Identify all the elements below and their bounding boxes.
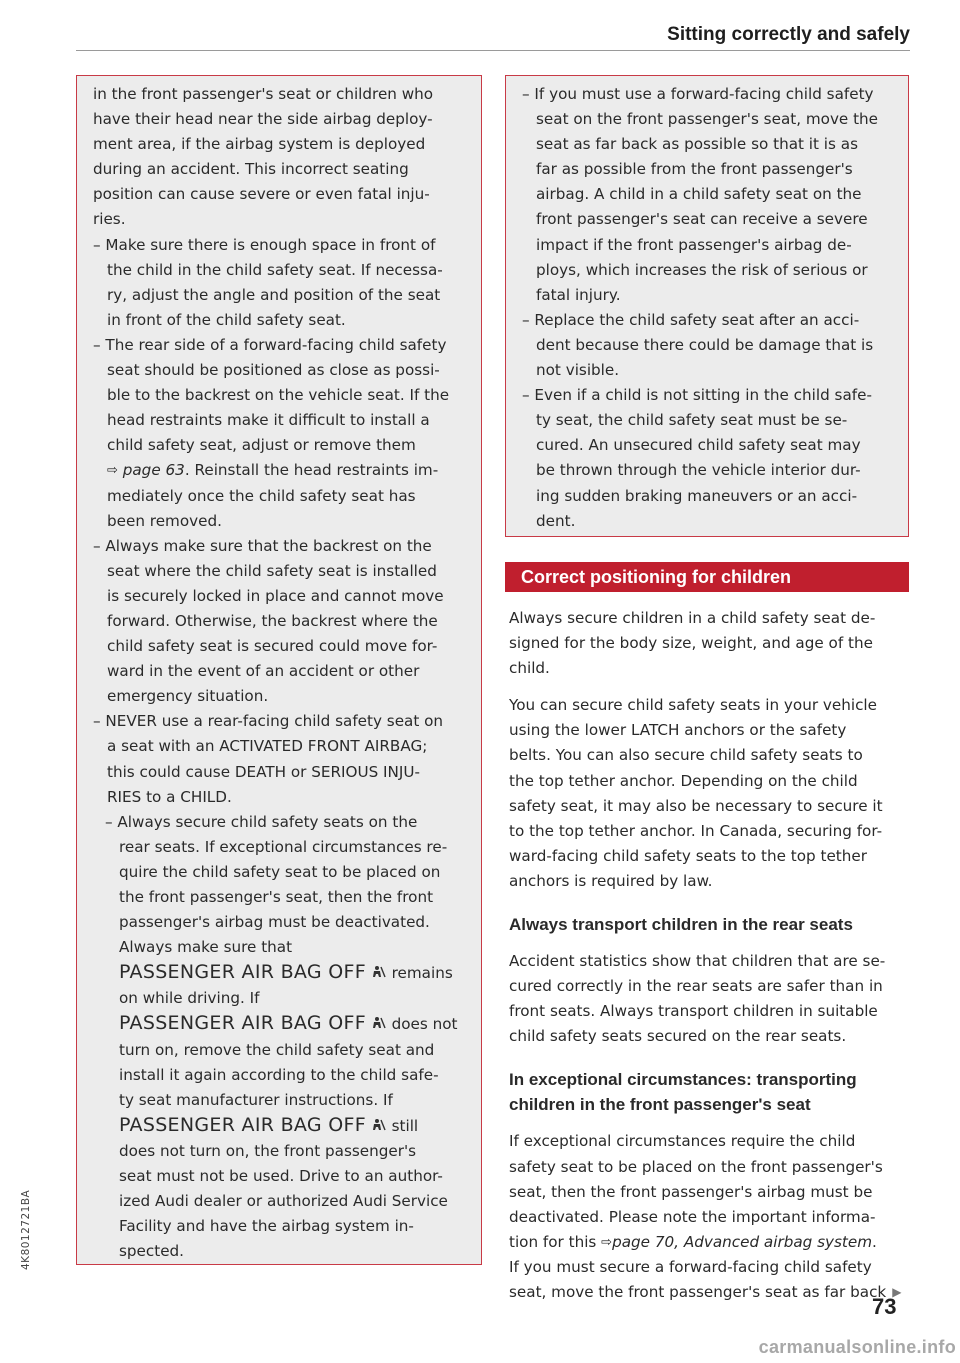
text-line: be thrown through the vehicle interior dur- (536, 461, 861, 480)
bullet-line: – NEVER use a rear-facing child safety seat on (93, 712, 444, 731)
text-line: the child in the child safety seat. If necessa- (107, 260, 443, 279)
text-line: anchors is required by law. (509, 871, 713, 890)
text-line: rear seats. If exceptional circumstances re- (119, 837, 448, 856)
page-header-title: Sitting correctly and safely (667, 24, 910, 45)
text-line: to the top tether anchor. In Canada, securing for- (509, 821, 883, 840)
text-line: child safety seats secured on the rear seats. (509, 1027, 847, 1046)
text-line: child safety seat, adjust or remove them (107, 436, 416, 455)
text-line: passenger's airbag must be deactivated. (119, 913, 430, 932)
airbag-off-icon (372, 1118, 386, 1132)
text-line: spected. (119, 1242, 185, 1261)
text-line: belts. You can also secure child safety seats to (509, 746, 863, 765)
indicator-text: PASSENGER AIR BAG OFF (119, 1113, 366, 1136)
text-line (509, 1230, 913, 1255)
text-line: ward in the event of an accident or other (107, 662, 420, 681)
text-line: Accident statistics show that children that are se- (509, 952, 886, 971)
text-line: child. (509, 659, 550, 678)
text-line: not visible. (536, 361, 620, 380)
text-line: seat on the front passenger's seat, move the (536, 110, 879, 129)
text-line: is securely locked in place and cannot move (107, 586, 444, 605)
paragraph-rear-seats (509, 949, 913, 1049)
text-line: impact if the front passenger's airbag de- (536, 235, 852, 254)
sub-bullet-line: – Always secure child safety seats on the (105, 812, 418, 831)
text-line (93, 1011, 467, 1037)
arrow-right-icon: ⇨ (601, 1234, 613, 1250)
text-line: ty seat manufacturer instructions. If (119, 1090, 393, 1109)
text-line: does not turn on, the front passenger's (119, 1141, 417, 1160)
text-line: RIES to a CHILD. (107, 787, 232, 806)
text-line: If you must secure a forward-facing child safety (509, 1257, 872, 1276)
text-line: seat where the child safety seat is installed (107, 561, 437, 580)
subheading-line: In exceptional circumstances: transporting (509, 1070, 857, 1090)
text-line: airbag. A child in a child safety seat on the (536, 185, 862, 204)
page-number: 73 (872, 1294, 897, 1319)
text-line: front passenger's seat can receive a severe (536, 210, 868, 229)
paragraph-front-seat (509, 1129, 913, 1305)
text-line: fatal injury. (536, 285, 621, 304)
xref-label: page 63 (122, 461, 185, 480)
text-line: child safety seat is secured could move for- (107, 637, 438, 656)
text-run: . Reinstall the head restraints im- (184, 461, 439, 480)
text-line: ized Audi dealer or authorized Audi Service (119, 1192, 448, 1211)
text-run: tion for this (509, 1232, 597, 1251)
continue-arrow-icon: ▶ (892, 1284, 902, 1299)
text-line: ment area, if the airbag system is deployed (93, 135, 426, 154)
airbag-off-icon (372, 965, 386, 979)
text-line: safety seat, it may also be necessary to secure it (509, 796, 883, 815)
text-line: ploys, which increases the risk of serious or (536, 260, 868, 279)
warning-box-left (76, 75, 482, 1265)
text-line: front seats. Always transport children in suitable (509, 1002, 878, 1021)
section-heading: Correct positioning for children (505, 562, 909, 592)
text-line: this could cause DEATH or SERIOUS INJU- (107, 762, 420, 781)
text-line: in the front passenger's seat or children who (93, 85, 434, 103)
text-line: dent because there could be damage that is (536, 335, 874, 354)
warning-box-right (505, 75, 909, 537)
text-line: seat should be positioned as close as possi- (107, 361, 440, 380)
text-line: position can cause severe or even fatal inju- (93, 185, 430, 204)
watermark: carmanualsonline.info (758, 1337, 956, 1357)
text-line: the front passenger's seat, then the front (119, 888, 434, 906)
document-code: 4K8012721BA (20, 1189, 32, 1270)
bullet-line: – Replace the child safety seat after an acci- (522, 310, 860, 329)
text-line: Always secure children in a child safety seat de- (509, 609, 876, 627)
text-line: head restraints make it difficult to install a (107, 411, 430, 430)
text-line: ty seat, the child safety seat must be se- (536, 411, 848, 430)
indicator-text: PASSENGER AIR BAG OFF (119, 961, 366, 984)
subheading-line: children in the front passenger's seat (509, 1095, 811, 1115)
text-line: quire the child safety seat to be placed on (119, 862, 441, 881)
text-line (93, 458, 467, 483)
text-line: ing sudden braking maneuvers or an acci- (536, 486, 858, 505)
text-line: far as possible from the front passenger's (536, 160, 853, 179)
text-line: on while driving. If (119, 989, 260, 1008)
text-line: Always make sure that (119, 938, 293, 957)
text-line: ries. (93, 210, 126, 229)
bullet-line: – Make sure there is enough space in front of (93, 235, 436, 254)
text-line: install it again according to the child safe- (119, 1065, 439, 1084)
subheading-rear-seats: Always transport children in the rear seats (509, 915, 853, 935)
text-line: ble to the backrest on the vehicle seat. If the (107, 386, 450, 405)
text-line: been removed. (107, 511, 222, 530)
text-line (509, 1280, 913, 1305)
text-line: have their head near the side airbag deploy- (93, 110, 433, 129)
paragraph-intro (509, 606, 913, 681)
text-line: during an accident. This incorrect seating (93, 160, 409, 179)
text-line: seat, then the front passenger's airbag must be (509, 1182, 873, 1201)
text-line: using the lower LATCH anchors or the safety (509, 721, 847, 740)
paragraph-latch (509, 693, 913, 894)
text-line (93, 960, 467, 986)
text-line: the top tether anchor. Depending on the child (509, 771, 858, 790)
bullet-line: – Even if a child is not sitting in the child safe- (522, 386, 872, 405)
text-line: seat as far back as possible so that it is as (536, 135, 858, 154)
page-70-link[interactable] (601, 1233, 872, 1251)
text-line: deactivated. Please note the important informa- (509, 1207, 876, 1226)
indicator-text: PASSENGER AIR BAG OFF (119, 1012, 366, 1035)
text-line: signed for the body size, weight, and age of the (509, 634, 873, 653)
text-line: cured correctly in the rear seats are safer than in (509, 977, 883, 996)
subheading-front-seat (509, 1067, 913, 1117)
text-run: . (872, 1232, 877, 1251)
xref-label: page 70, Advanced airbag system (612, 1232, 873, 1251)
text-line: You can secure child safety seats in your vehicle (509, 696, 877, 715)
text-line: forward. Otherwise, the backrest where the (107, 611, 438, 630)
text-run: does not (391, 1015, 458, 1034)
bullet-line: – The rear side of a forward-facing child safety (93, 335, 447, 354)
text-line: emergency situation. (107, 687, 269, 706)
text-line (93, 1113, 467, 1139)
text-line: dent. (536, 511, 576, 530)
text-line: turn on, remove the child safety seat and (119, 1040, 435, 1059)
bullet-line: – If you must use a forward-facing child safety (522, 85, 874, 103)
text-line: mediately once the child safety seat has (107, 486, 416, 505)
text-run: remains (391, 964, 453, 983)
text-line: a seat with an ACTIVATED FRONT AIRBAG; (107, 737, 428, 756)
text-line: ward-facing child safety seats to the top tether (509, 846, 867, 865)
bullet-line: – Always make sure that the backrest on the (93, 536, 432, 555)
arrow-right-icon: ⇨ (107, 463, 118, 479)
body-text-column (509, 606, 913, 1317)
text-run: seat, move the front passenger's seat as far back (509, 1282, 887, 1301)
text-line: seat must not be used. Drive to an author- (119, 1167, 443, 1186)
text-line: ry, adjust the angle and position of the seat (107, 285, 441, 304)
text-line: in front of the child safety seat. (107, 310, 346, 329)
text-line: If exceptional circumstances require the child (509, 1132, 856, 1151)
text-line: safety seat to be placed on the front passenger's (509, 1157, 883, 1176)
page-63-link[interactable] (107, 461, 185, 479)
text-line: cured. An unsecured child safety seat may (536, 436, 861, 455)
airbag-off-icon (372, 1016, 386, 1030)
text-line: Facility and have the airbag system in- (119, 1217, 414, 1236)
header-divider (76, 50, 910, 51)
text-run: still (391, 1116, 419, 1135)
